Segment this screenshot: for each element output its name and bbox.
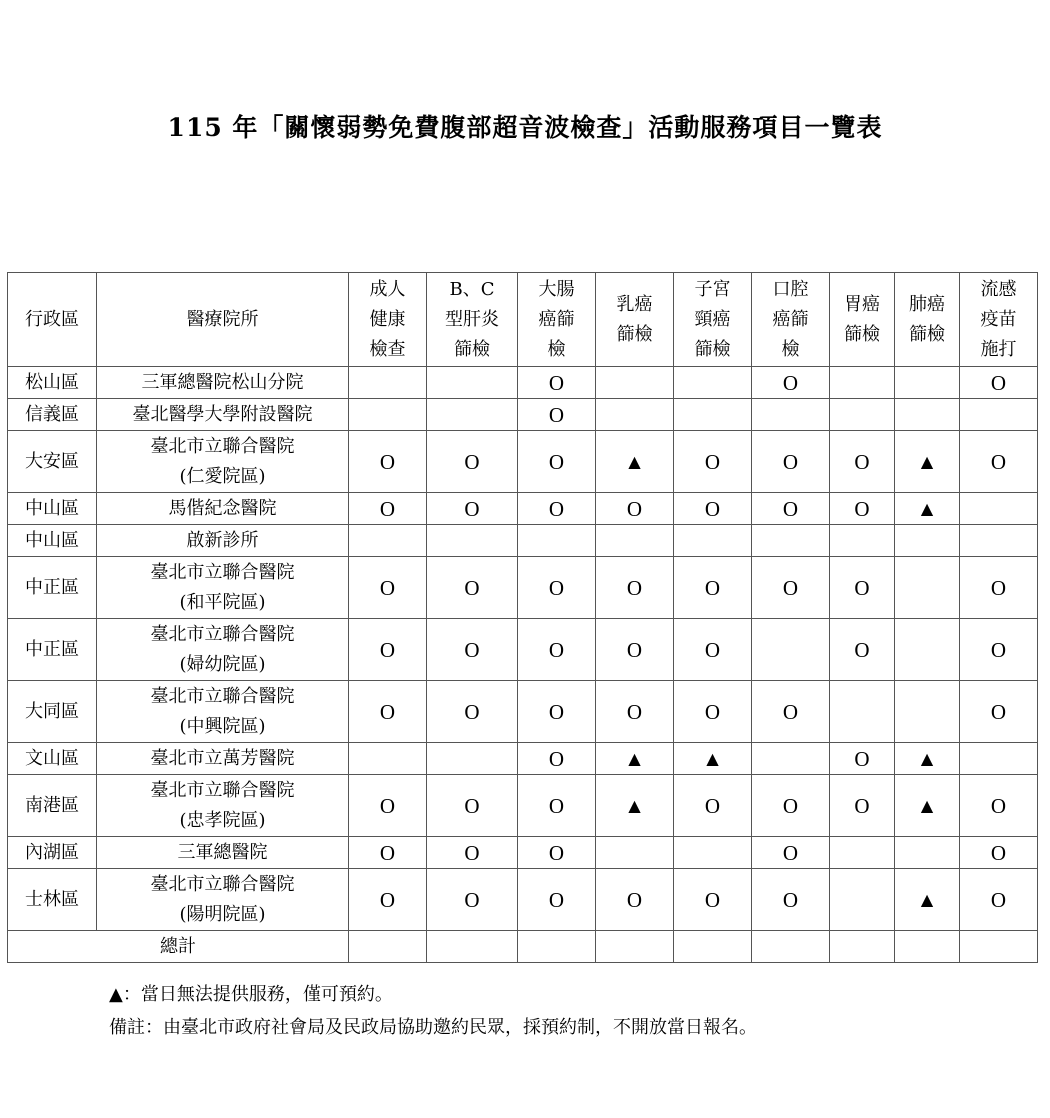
service-mark-cell (674, 837, 752, 869)
service-mark-cell: O (752, 837, 830, 869)
service-mark-cell: ▲ (895, 493, 960, 525)
service-mark-cell (895, 399, 960, 431)
service-mark-cell: O (674, 681, 752, 743)
legend-note: ▲：當日無法提供服務，僅可預約。 (109, 984, 393, 1005)
service-mark-cell (960, 525, 1038, 557)
service-mark-cell: O (518, 869, 596, 931)
header-service-line: 篩檢 (616, 323, 653, 345)
service-mark-cell: O (960, 431, 1038, 493)
service-mark-cell: O (518, 399, 596, 431)
service-mark-cell (518, 525, 596, 557)
total-label: 總計 (8, 931, 349, 963)
service-mark-cell: O (674, 557, 752, 619)
header-hospital: 醫療院所 (97, 273, 349, 367)
hospital-line: 臺北市立聯合醫院 (150, 779, 295, 801)
service-mark-cell: O (960, 367, 1038, 399)
table-row (8, 743, 1038, 775)
service-mark-cell: O (518, 493, 596, 525)
district-cell: 大同區 (8, 681, 97, 743)
service-mark-cell (674, 367, 752, 399)
service-mark-cell: O (830, 743, 895, 775)
hospital-cell (97, 681, 349, 743)
service-mark-cell: O (752, 431, 830, 493)
service-mark-cell (830, 367, 895, 399)
service-mark-cell: ▲ (895, 743, 960, 775)
district-cell: 南港區 (8, 775, 97, 837)
service-mark-cell: O (518, 775, 596, 837)
header-service-line: 口腔 (772, 278, 809, 300)
table-row (8, 869, 1038, 931)
header-service-line: 成人 (369, 278, 406, 300)
header-service-line: 檢查 (369, 338, 406, 360)
hospital-line: 臺北市立聯合醫院 (150, 561, 295, 583)
service-mark-cell: O (960, 557, 1038, 619)
service-mark-cell: ▲ (674, 743, 752, 775)
header-row (8, 273, 1038, 367)
header-service-line: 流感 (980, 278, 1017, 300)
service-mark-cell: O (427, 493, 518, 525)
table-row (8, 681, 1038, 743)
total-cell (895, 931, 960, 963)
header-service-line: 子宮 (694, 278, 731, 300)
service-mark-cell: ▲ (895, 775, 960, 837)
hospital-line: (仁愛院區) (179, 465, 266, 487)
header-service (596, 273, 674, 367)
header-service (895, 273, 960, 367)
service-mark-cell: O (518, 619, 596, 681)
header-service-line: 乳癌 (616, 293, 653, 315)
service-mark-cell: O (752, 557, 830, 619)
header-service-line: 大腸 (538, 278, 575, 300)
service-mark-cell (960, 743, 1038, 775)
service-mark-cell (752, 619, 830, 681)
service-mark-cell (830, 869, 895, 931)
hospital-line: (忠孝院區) (179, 809, 266, 831)
service-mark-cell (895, 367, 960, 399)
service-mark-cell: O (752, 493, 830, 525)
service-mark-cell (830, 525, 895, 557)
district-cell: 中正區 (8, 619, 97, 681)
total-cell (830, 931, 895, 963)
hospital-cell (97, 837, 349, 869)
service-mark-cell: O (349, 869, 427, 931)
hospital-line: (陽明院區) (179, 903, 266, 925)
hospital-cell (97, 557, 349, 619)
header-service (349, 273, 427, 367)
hospital-cell (97, 619, 349, 681)
service-mark-cell: ▲ (596, 431, 674, 493)
header-service (674, 273, 752, 367)
header-service-line: 健康 (369, 308, 406, 330)
service-mark-cell: O (427, 557, 518, 619)
service-mark-cell: O (674, 775, 752, 837)
service-mark-cell: O (427, 869, 518, 931)
hospital-cell (97, 431, 349, 493)
district-cell: 大安區 (8, 431, 97, 493)
service-mark-cell: O (830, 431, 895, 493)
hospital-line: 臺北市立聯合醫院 (150, 435, 295, 457)
hospital-line: 三軍總醫院松山分院 (141, 371, 304, 393)
remark-note: 備註：由臺北市政府社會局及民政局協助邀約民眾，採預約制，不開放當日報名。 (109, 1017, 757, 1038)
service-mark-cell: ▲ (596, 775, 674, 837)
service-mark-cell: O (960, 775, 1038, 837)
header-service-line: 肺癌 (909, 293, 945, 315)
total-cell (674, 931, 752, 963)
table-row (8, 775, 1038, 837)
service-mark-cell: O (596, 681, 674, 743)
hospital-cell (97, 399, 349, 431)
hospital-line: 臺北市立聯合醫院 (150, 623, 295, 645)
service-mark-cell: O (752, 775, 830, 837)
header-service (830, 273, 895, 367)
service-mark-cell (349, 525, 427, 557)
service-mark-cell: ▲ (596, 743, 674, 775)
service-mark-cell: O (518, 431, 596, 493)
service-mark-cell: O (752, 367, 830, 399)
service-mark-cell: O (518, 557, 596, 619)
service-mark-cell (895, 837, 960, 869)
district-cell: 中山區 (8, 525, 97, 557)
service-mark-cell (830, 399, 895, 431)
header-service (752, 273, 830, 367)
service-mark-cell: O (349, 619, 427, 681)
service-mark-cell: O (674, 431, 752, 493)
service-mark-cell: O (349, 837, 427, 869)
total-row (8, 931, 1038, 963)
service-mark-cell (674, 525, 752, 557)
hospital-cell (97, 525, 349, 557)
header-service-line: 頸癌 (694, 308, 731, 330)
district-cell: 松山區 (8, 367, 97, 399)
header-service-line: 篩檢 (909, 323, 945, 345)
service-mark-cell: O (960, 869, 1038, 931)
district-cell: 中山區 (8, 493, 97, 525)
service-mark-cell: O (752, 681, 830, 743)
table-row (8, 399, 1038, 431)
header-service-line: 檢 (781, 338, 800, 360)
service-mark-cell: O (960, 681, 1038, 743)
district-cell: 中正區 (8, 557, 97, 619)
service-mark-cell: O (596, 493, 674, 525)
service-mark-cell: O (830, 775, 895, 837)
header-service-line: 型肝炎 (445, 308, 499, 330)
hospital-cell (97, 367, 349, 399)
hospital-cell (97, 869, 349, 931)
service-mark-cell (596, 525, 674, 557)
total-cell (960, 931, 1038, 963)
total-cell (349, 931, 427, 963)
service-mark-cell (960, 399, 1038, 431)
header-service (427, 273, 518, 367)
service-mark-cell (895, 681, 960, 743)
service-mark-cell (752, 525, 830, 557)
service-mark-cell: O (830, 557, 895, 619)
service-mark-cell (427, 743, 518, 775)
service-mark-cell (752, 399, 830, 431)
hospital-line: 馬偕紀念醫院 (168, 497, 277, 519)
total-cell (752, 931, 830, 963)
service-mark-cell: O (349, 775, 427, 837)
total-cell (427, 931, 518, 963)
hospital-cell (97, 743, 349, 775)
table-row (8, 557, 1038, 619)
service-mark-cell: O (518, 367, 596, 399)
header-service (518, 273, 596, 367)
service-mark-cell: O (427, 837, 518, 869)
header-service-line: 癌篩 (772, 308, 809, 330)
header-service-line: 檢 (547, 338, 566, 360)
district-cell: 信義區 (8, 399, 97, 431)
service-mark-cell (895, 525, 960, 557)
header-service (960, 273, 1038, 367)
service-mark-cell: O (752, 869, 830, 931)
service-mark-cell: O (830, 619, 895, 681)
header-service-line: 篩檢 (694, 338, 731, 360)
header-service-line: 篩檢 (844, 323, 880, 345)
total-cell (518, 931, 596, 963)
service-mark-cell: ▲ (895, 869, 960, 931)
service-mark-cell (427, 525, 518, 557)
service-mark-cell (830, 681, 895, 743)
service-mark-cell: O (674, 493, 752, 525)
service-mark-cell: O (518, 837, 596, 869)
service-mark-cell: O (960, 837, 1038, 869)
page-title: 115 年「關懷弱勢免費腹部超音波檢查」活動服務項目一覽表 (167, 113, 883, 142)
hospital-line: (和平院區) (179, 591, 266, 613)
district-cell: 士林區 (8, 869, 97, 931)
hospital-line: 臺北市立萬芳醫院 (150, 747, 295, 769)
service-mark-cell (349, 367, 427, 399)
service-mark-cell: O (427, 619, 518, 681)
header-service-line: 篩檢 (454, 338, 490, 360)
service-mark-cell (830, 837, 895, 869)
header-service-line: 施打 (980, 338, 1017, 360)
hospital-line: 臺北市立聯合醫院 (150, 685, 295, 707)
service-mark-cell (349, 743, 427, 775)
service-mark-cell: O (349, 431, 427, 493)
table-row (8, 493, 1038, 525)
service-mark-cell: O (427, 775, 518, 837)
hospital-line: (中興院區) (179, 715, 266, 737)
table-row (8, 367, 1038, 399)
hospital-line: 三軍總醫院 (177, 841, 268, 863)
table-row (8, 431, 1038, 493)
service-mark-cell: O (518, 681, 596, 743)
header-service-line: B、C (449, 278, 495, 300)
service-mark-cell: O (349, 493, 427, 525)
service-mark-cell (596, 367, 674, 399)
service-mark-cell (752, 743, 830, 775)
district-cell: 文山區 (8, 743, 97, 775)
hospital-line: 啟新診所 (186, 529, 259, 551)
notes (109, 978, 757, 1044)
hospital-line: 臺北醫學大學附設醫院 (132, 403, 313, 425)
table-row (8, 619, 1038, 681)
service-mark-cell: O (674, 869, 752, 931)
header-service-line: 疫苗 (980, 308, 1017, 330)
service-mark-cell (895, 619, 960, 681)
table-row (8, 525, 1038, 557)
hospital-line: (婦幼院區) (179, 653, 266, 675)
service-mark-cell: O (596, 869, 674, 931)
service-mark-cell (427, 399, 518, 431)
service-mark-cell: O (427, 431, 518, 493)
hospital-line: 臺北市立聯合醫院 (150, 873, 295, 895)
header-district: 行政區 (8, 273, 97, 367)
header-service-line: 癌篩 (538, 308, 575, 330)
table-row (8, 837, 1038, 869)
service-mark-cell: O (349, 557, 427, 619)
service-mark-cell: O (674, 619, 752, 681)
service-mark-cell: O (518, 743, 596, 775)
service-mark-cell (895, 557, 960, 619)
service-mark-cell: O (960, 619, 1038, 681)
hospital-cell (97, 493, 349, 525)
total-cell (596, 931, 674, 963)
service-mark-cell: O (427, 681, 518, 743)
header-service-line: 胃癌 (844, 293, 880, 315)
service-mark-cell: O (596, 557, 674, 619)
hospital-cell (97, 775, 349, 837)
service-mark-cell (674, 399, 752, 431)
service-mark-cell: ▲ (895, 431, 960, 493)
service-mark-cell (427, 367, 518, 399)
district-cell: 內湖區 (8, 837, 97, 869)
service-mark-cell (596, 837, 674, 869)
service-mark-cell: O (596, 619, 674, 681)
service-mark-cell: O (349, 681, 427, 743)
service-mark-cell (596, 399, 674, 431)
service-table (7, 272, 1038, 963)
service-mark-cell: O (830, 493, 895, 525)
service-mark-cell (349, 399, 427, 431)
service-mark-cell (960, 493, 1038, 525)
